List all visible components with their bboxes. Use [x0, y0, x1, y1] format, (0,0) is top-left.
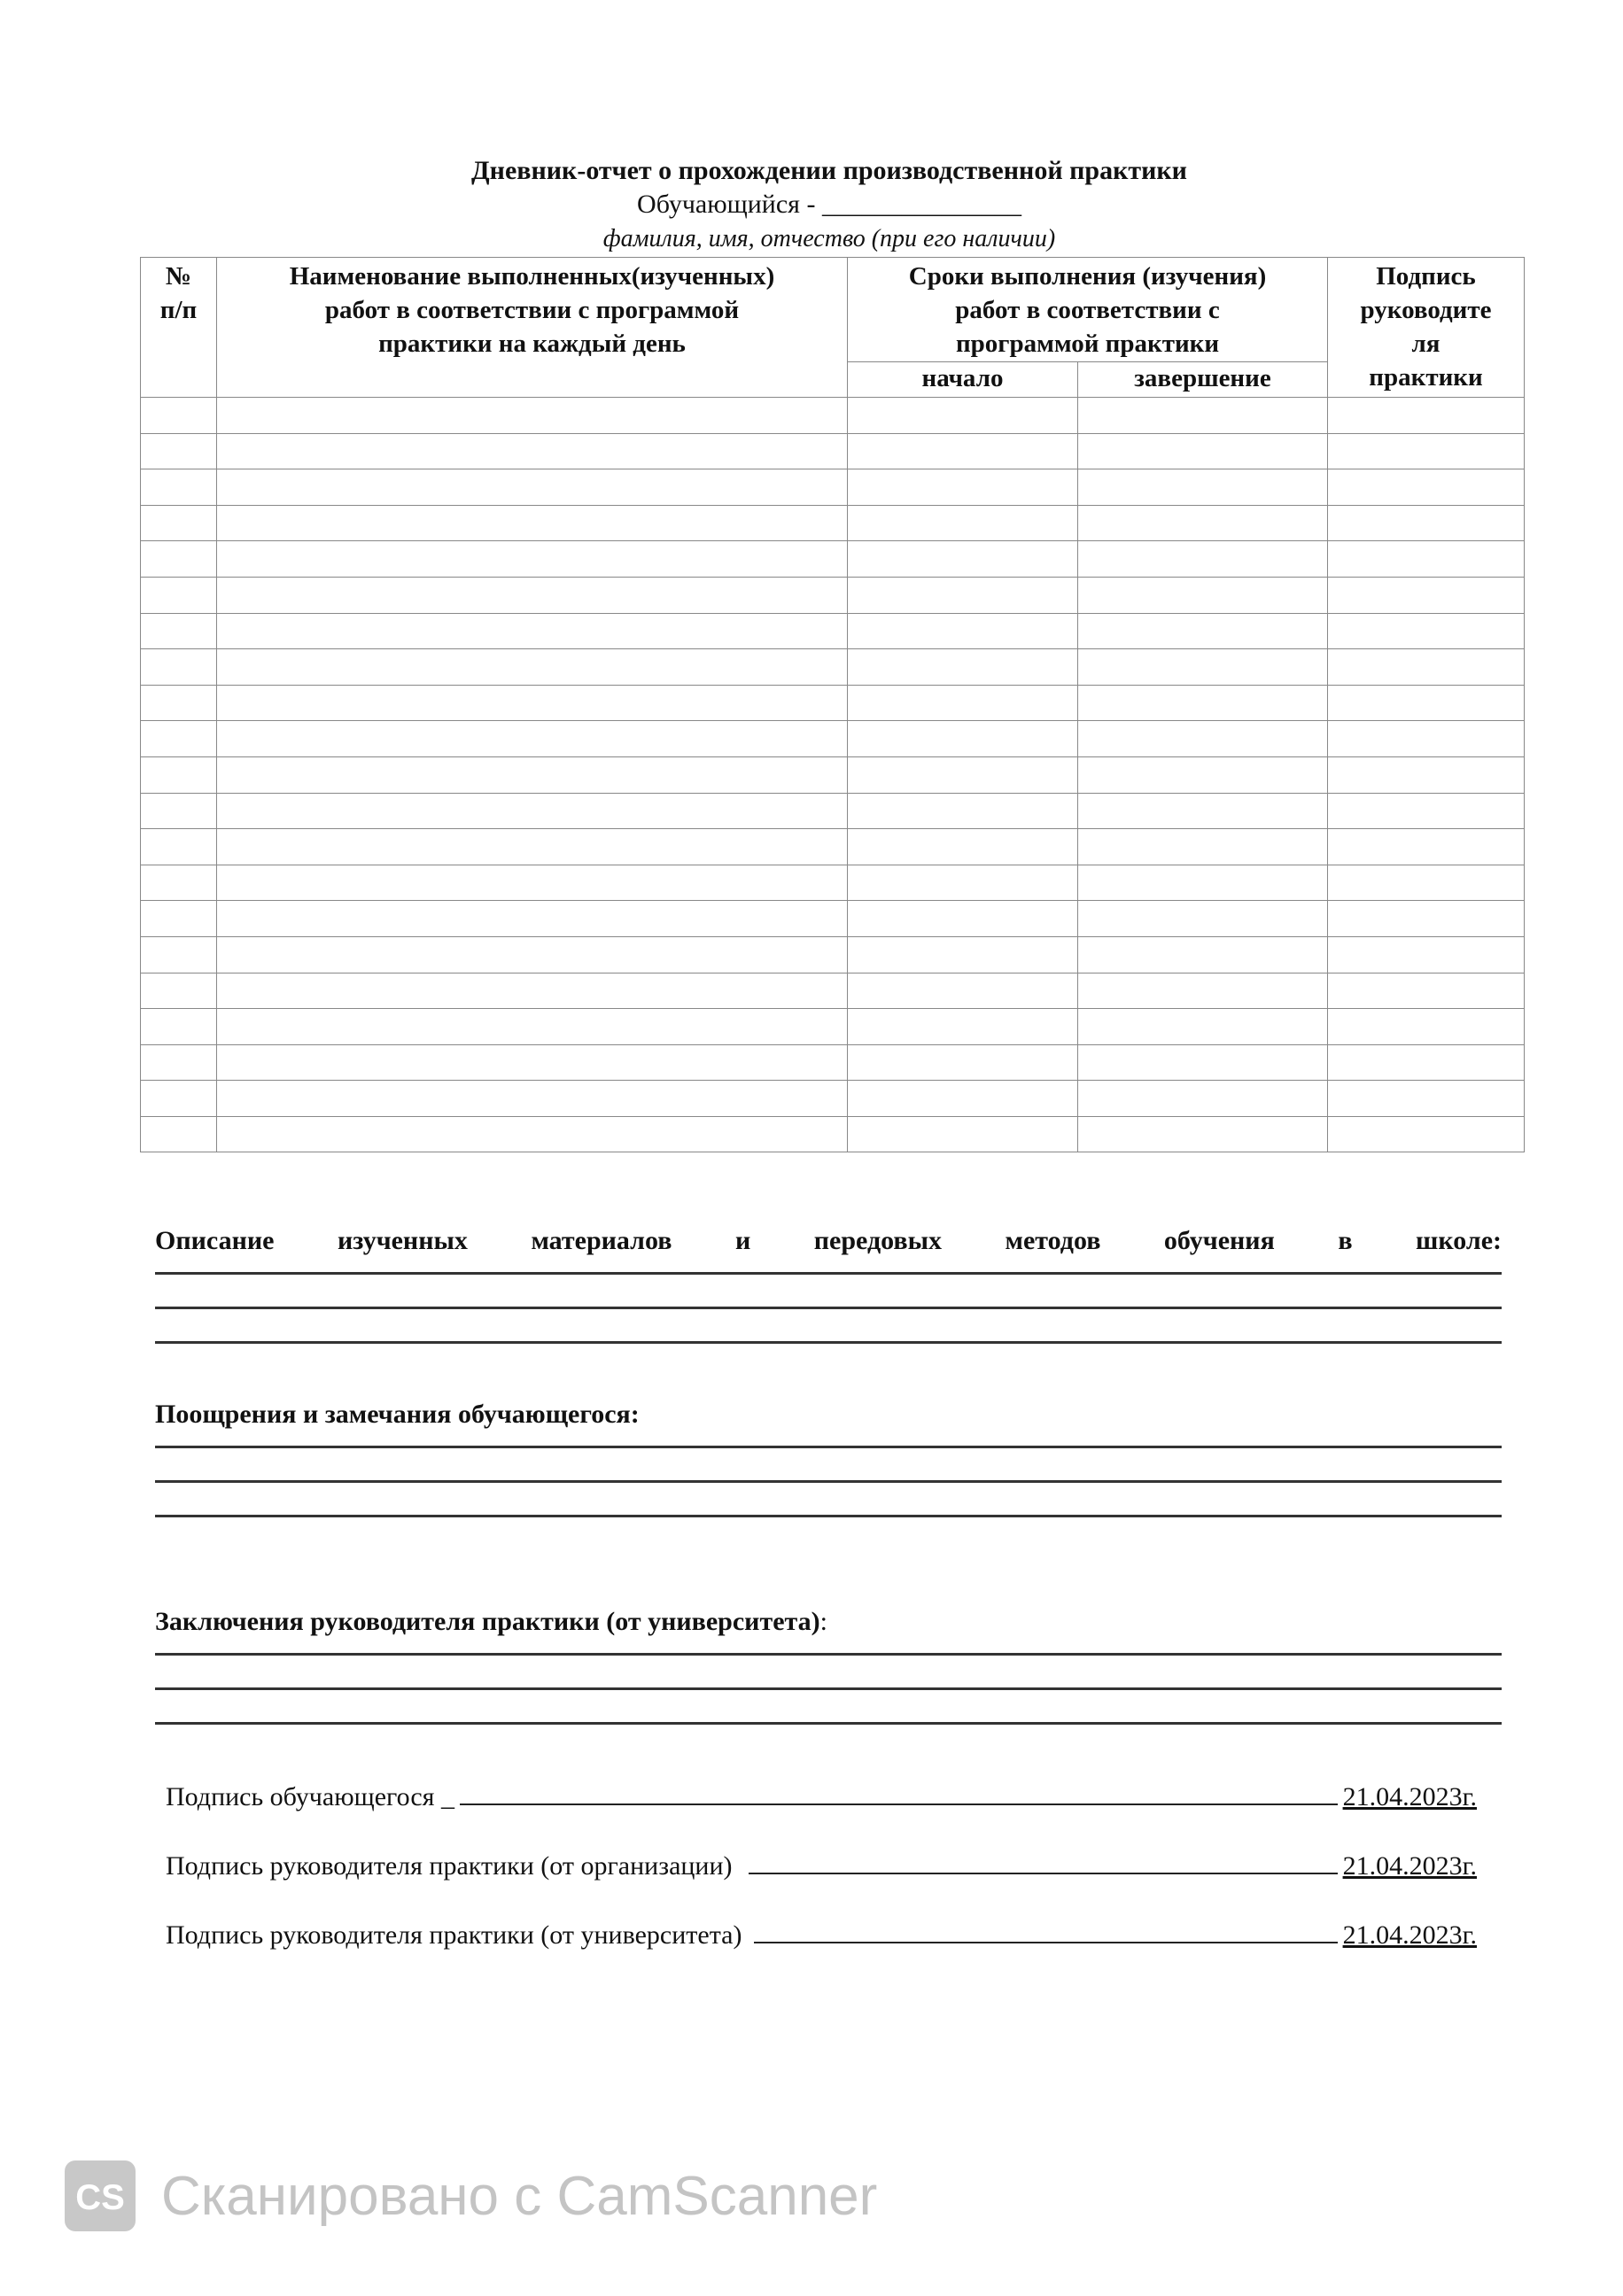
cell-signature[interactable] [1328, 433, 1525, 469]
cell-end[interactable] [1078, 1116, 1328, 1152]
conclusion-section [155, 1607, 1502, 1725]
document-title: Дневник-отчет о прохождении производственной практики [471, 156, 1187, 185]
cell-start[interactable] [848, 721, 1078, 757]
cell-signature[interactable] [1328, 649, 1525, 686]
description-line[interactable] [155, 1341, 1502, 1344]
table-row [141, 756, 1525, 793]
cell-number[interactable] [141, 577, 217, 613]
cell-work-name[interactable] [217, 901, 848, 937]
cell-start[interactable] [848, 901, 1078, 937]
cell-end[interactable] [1078, 649, 1328, 686]
cell-signature[interactable] [1328, 613, 1525, 649]
conclusion-label: Заключения руководителя практики (от университета) [155, 1607, 820, 1636]
table-row [141, 613, 1525, 649]
cell-number[interactable] [141, 541, 217, 578]
cell-work-name[interactable] [217, 577, 848, 613]
cell-end[interactable] [1078, 793, 1328, 829]
cell-signature[interactable] [1328, 936, 1525, 973]
cell-work-name[interactable] [217, 793, 848, 829]
cell-signature[interactable] [1328, 1116, 1525, 1152]
cell-signature[interactable] [1328, 793, 1525, 829]
encouragement-line[interactable] [155, 1480, 1502, 1483]
header-number: № п/п [141, 258, 217, 398]
table-row [141, 541, 1525, 578]
cell-number[interactable] [141, 829, 217, 865]
camscanner-logo-icon [62, 2158, 138, 2234]
table-row [141, 901, 1525, 937]
cell-signature[interactable] [1328, 1044, 1525, 1081]
cell-signature[interactable] [1328, 756, 1525, 793]
cell-work-name[interactable] [217, 936, 848, 973]
cell-work-name[interactable] [217, 433, 848, 469]
cell-work-name[interactable] [217, 613, 848, 649]
cell-number[interactable] [141, 936, 217, 973]
description-label: Описание изученных материалов и передовых методов обучения в школе: [155, 1226, 1502, 1255]
cell-end[interactable] [1078, 613, 1328, 649]
cell-end[interactable] [1078, 577, 1328, 613]
encouragement-line[interactable] [155, 1446, 1502, 1448]
cell-work-name[interactable] [217, 541, 848, 578]
cell-end[interactable] [1078, 721, 1328, 757]
cell-work-name[interactable] [217, 469, 848, 506]
cell-end[interactable] [1078, 865, 1328, 901]
cell-start[interactable] [848, 1116, 1078, 1152]
table-row [141, 469, 1525, 506]
cell-end[interactable] [1078, 829, 1328, 865]
cell-number[interactable] [141, 1009, 217, 1045]
header-end: завершение [1078, 362, 1328, 398]
conclusion-colon: : [819, 1607, 827, 1636]
cell-work-name[interactable] [217, 865, 848, 901]
table-row [141, 973, 1525, 1009]
cell-start[interactable] [848, 541, 1078, 578]
cell-end[interactable] [1078, 505, 1328, 541]
header-work-name: Наименование выполненных(изученных) работ в соответствии с программой практики на каждый день [217, 258, 848, 398]
cell-signature[interactable] [1328, 901, 1525, 937]
cell-start[interactable] [848, 829, 1078, 865]
cell-signature[interactable] [1328, 721, 1525, 757]
cell-work-name[interactable] [217, 505, 848, 541]
camscanner-logo-text: CS [75, 2178, 125, 2217]
table-row [141, 1009, 1525, 1045]
watermark-text: Сканировано с CamScanner [161, 2165, 878, 2227]
cell-number[interactable] [141, 756, 217, 793]
cell-work-name[interactable] [217, 1009, 848, 1045]
cell-number[interactable] [141, 865, 217, 901]
cell-number[interactable] [141, 1044, 217, 1081]
cell-start[interactable] [848, 398, 1078, 434]
cell-work-name[interactable] [217, 721, 848, 757]
cell-start[interactable] [848, 1081, 1078, 1117]
cell-signature[interactable] [1328, 541, 1525, 578]
table-row [141, 649, 1525, 686]
cell-start[interactable] [848, 1009, 1078, 1045]
signature-line[interactable] [754, 1919, 1337, 1943]
encouragement-section [155, 1400, 1502, 1517]
cell-signature[interactable] [1328, 1081, 1525, 1117]
cell-work-name[interactable] [217, 649, 848, 686]
encouragement-label: Поощрения и замечания обучающегося: [155, 1400, 640, 1429]
cell-work-name[interactable] [217, 973, 848, 1009]
conclusion-line[interactable] [155, 1653, 1502, 1656]
cell-signature[interactable] [1328, 577, 1525, 613]
conclusion-line[interactable] [155, 1722, 1502, 1725]
cell-number[interactable] [141, 433, 217, 469]
signature-organization-supervisor [166, 1850, 1477, 1881]
cell-start[interactable] [848, 936, 1078, 973]
description-section [155, 1226, 1502, 1344]
signature-student [166, 1780, 1477, 1812]
cell-end[interactable] [1078, 936, 1328, 973]
cell-start[interactable] [848, 973, 1078, 1009]
cell-end[interactable] [1078, 1081, 1328, 1117]
cell-signature[interactable] [1328, 973, 1525, 1009]
cell-signature[interactable] [1328, 505, 1525, 541]
table-row [141, 721, 1525, 757]
cell-end[interactable] [1078, 1044, 1328, 1081]
signature-university-supervisor [166, 1919, 1477, 1951]
signature-label: Подпись руководителя практики (от организации) [166, 1851, 733, 1881]
table-row [141, 505, 1525, 541]
table-row [141, 829, 1525, 865]
header-terms: Сроки выполнения (изучения) работ в соответствии с программой практики [848, 258, 1328, 362]
cell-start[interactable] [848, 433, 1078, 469]
cell-signature[interactable] [1328, 829, 1525, 865]
signature-date: 21.04.2023г. [1342, 1920, 1477, 1950]
cell-signature[interactable] [1328, 469, 1525, 506]
cell-signature[interactable] [1328, 685, 1525, 721]
signature-label: Подпись обучающегося _ [166, 1782, 454, 1811]
table-row [141, 793, 1525, 829]
cell-number[interactable] [141, 505, 217, 541]
cell-signature[interactable] [1328, 398, 1525, 434]
signature-date: 21.04.2023г. [1342, 1851, 1477, 1881]
header-supervisor-signature: Подпись руководите ля практики [1328, 258, 1525, 398]
cell-start[interactable] [848, 756, 1078, 793]
cell-work-name[interactable] [217, 1116, 848, 1152]
cell-end[interactable] [1078, 685, 1328, 721]
diary-table [140, 257, 1525, 1152]
cell-start[interactable] [848, 1044, 1078, 1081]
cell-end[interactable] [1078, 756, 1328, 793]
cell-end[interactable] [1078, 541, 1328, 578]
cell-signature[interactable] [1328, 865, 1525, 901]
cell-number[interactable] [141, 793, 217, 829]
table-row [141, 1081, 1525, 1117]
description-line[interactable] [155, 1307, 1502, 1309]
table-row [141, 936, 1525, 973]
cell-work-name[interactable] [217, 1081, 848, 1117]
cell-number[interactable] [141, 721, 217, 757]
description-line[interactable] [155, 1272, 1502, 1275]
signature-date: 21.04.2023г. [1342, 1782, 1477, 1811]
cell-number[interactable] [141, 685, 217, 721]
table-row [141, 398, 1525, 434]
cell-number[interactable] [141, 973, 217, 1009]
cell-work-name[interactable] [217, 829, 848, 865]
cell-start[interactable] [848, 505, 1078, 541]
header-start: начало [848, 362, 1078, 398]
cell-number[interactable] [141, 469, 217, 506]
cell-end[interactable] [1078, 398, 1328, 434]
cell-signature[interactable] [1328, 1009, 1525, 1045]
cell-start[interactable] [848, 469, 1078, 506]
table-row [141, 433, 1525, 469]
signature-line[interactable] [749, 1850, 1338, 1874]
cell-start[interactable] [848, 577, 1078, 613]
cell-number[interactable] [141, 398, 217, 434]
camscanner-watermark [62, 2158, 877, 2234]
cell-end[interactable] [1078, 1009, 1328, 1045]
diary-table-body [141, 398, 1525, 1152]
student-line: Обучающийся - _______________ [637, 190, 1021, 219]
table-row [141, 685, 1525, 721]
encouragement-line[interactable] [155, 1515, 1502, 1517]
table-row [141, 1116, 1525, 1152]
signature-line[interactable] [460, 1780, 1338, 1805]
table-row [141, 865, 1525, 901]
cell-number[interactable] [141, 901, 217, 937]
cell-start[interactable] [848, 865, 1078, 901]
table-row [141, 577, 1525, 613]
cell-end[interactable] [1078, 973, 1328, 1009]
cell-end[interactable] [1078, 469, 1328, 506]
cell-number[interactable] [141, 1116, 217, 1152]
cell-end[interactable] [1078, 901, 1328, 937]
cell-start[interactable] [848, 793, 1078, 829]
student-name-hint: фамилия, имя, отчество (при его наличии) [602, 225, 1056, 252]
cell-end[interactable] [1078, 433, 1328, 469]
cell-start[interactable] [848, 649, 1078, 686]
cell-start[interactable] [848, 685, 1078, 721]
cell-work-name[interactable] [217, 398, 848, 434]
cell-number[interactable] [141, 613, 217, 649]
conclusion-line[interactable] [155, 1687, 1502, 1690]
cell-work-name[interactable] [217, 756, 848, 793]
cell-work-name[interactable] [217, 1044, 848, 1081]
cell-number[interactable] [141, 649, 217, 686]
cell-number[interactable] [141, 1081, 217, 1117]
signature-label: Подпись руководителя практики (от университета) [166, 1920, 742, 1950]
table-row [141, 1044, 1525, 1081]
cell-work-name[interactable] [217, 685, 848, 721]
cell-start[interactable] [848, 613, 1078, 649]
